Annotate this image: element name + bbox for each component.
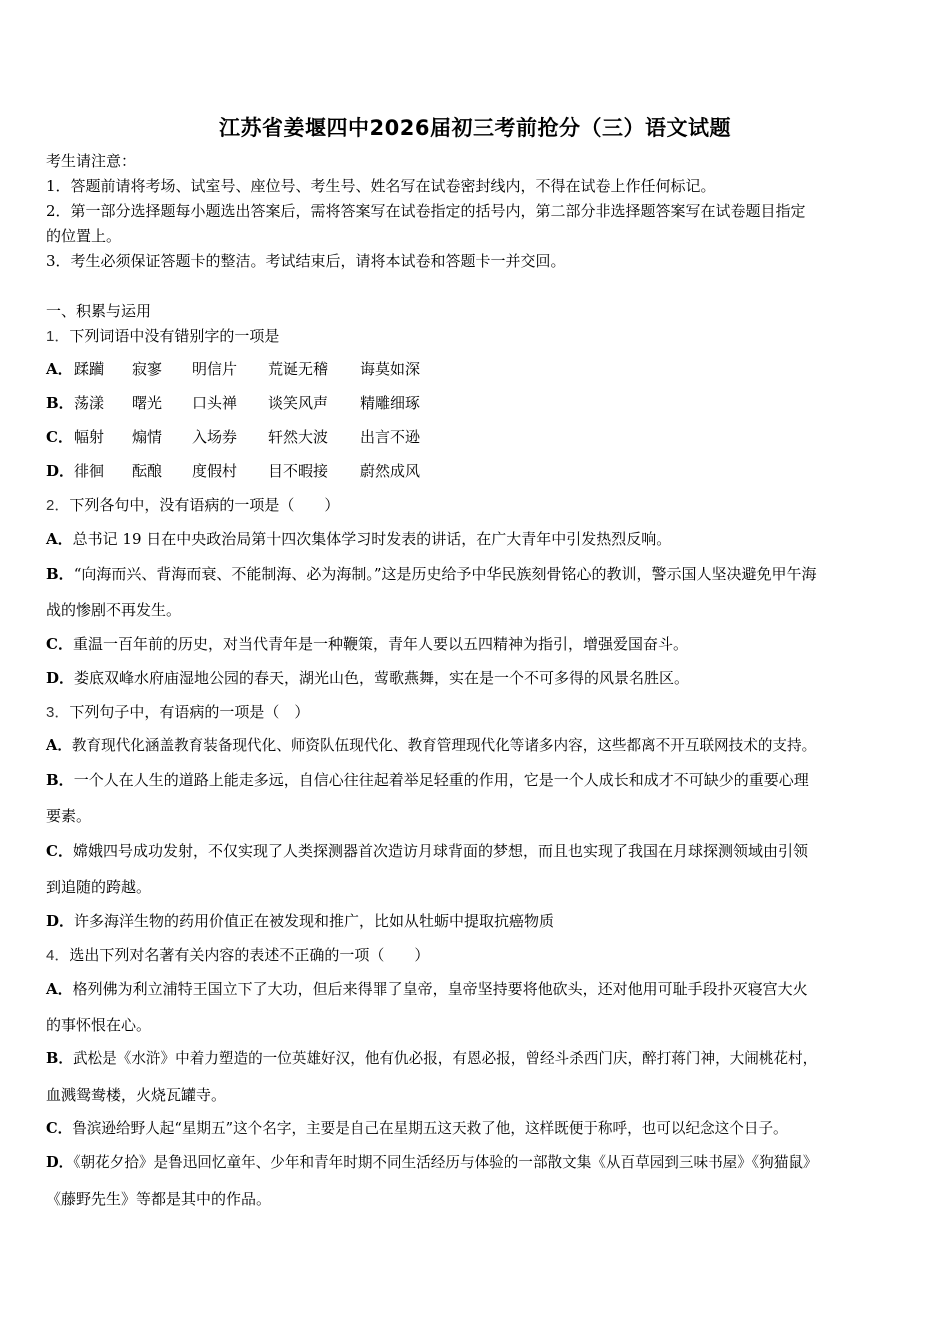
q3-option-d: D．许多海洋生物的药用价值正在被发现和推广，比如从牡蛎中提取抗癌物质	[46, 912, 555, 930]
option-label: A．	[46, 980, 73, 998]
question-2-stem	[46, 495, 339, 516]
option-word: 入场券	[192, 428, 238, 446]
q4-option-a: A．格列佛为利立浦特王国立下了大功，但后来得罪了皇帝，皇帝坚持要将他砍头，还对他用可耻手段扑灭寝宫大火	[46, 980, 808, 998]
option-word: 明信片	[192, 360, 238, 378]
q4-option-d: D．《朝花夕拾》是鲁迅回忆童年、少年和青年时期不同生活经历与体验的一部散文集《从百草园到三味书屋》《狗猫鼠》	[46, 1154, 818, 1171]
option-word: 徘徊	[74, 462, 105, 480]
q3-option-b: B．一个人在人生的道路上能走多远，自信心往往起着举足轻重的作用，它是一个人成长和成才不可缺少的重要心理	[46, 771, 809, 789]
page-title: 江苏省姜堰四中2026届初三考前抢分（三）语文试题	[219, 116, 731, 140]
option-label: C．	[46, 635, 73, 653]
q2-option-c: C．重温一百年前的历史，对当代青年是一种鞭策，青年人要以五四精神为指引，增强爱国奋斗。	[46, 635, 688, 653]
q3-option-b-cont: 要素。	[46, 807, 92, 825]
option-label: B．	[46, 394, 74, 412]
option-label: D．	[46, 912, 75, 930]
option-word: 寂寥	[132, 360, 163, 378]
question-3-stem	[46, 702, 309, 723]
option-label: B．	[46, 1050, 73, 1067]
option-label: B．	[46, 565, 74, 583]
question-text: 下列各句中，没有语病的一项是（ ）	[69, 496, 340, 514]
question-text: 下列词语中没有错别字的一项是	[69, 327, 280, 345]
q2-option-b-cont: 战的惨剧不再发生。	[46, 601, 182, 619]
option-word: 度假村	[192, 462, 238, 480]
option-label: A．	[46, 737, 72, 754]
option-label: D．	[46, 462, 75, 480]
q1-option-b	[46, 393, 420, 413]
option-label: D．	[46, 669, 75, 687]
notice-item: 3．考生必须保证答题卡的整洁。考试结束后，请将本试卷和答题卡一并交回。	[46, 252, 566, 270]
notice-heading: 考生请注意：	[46, 152, 137, 170]
option-word: 曙光	[132, 394, 163, 412]
q4-option-b-cont: 血溅鸳鸯楼，火烧瓦罐寺。	[46, 1086, 227, 1104]
question-1-stem	[46, 326, 279, 347]
option-label: C．	[46, 1120, 73, 1137]
option-word: 轩然大波	[268, 428, 329, 446]
option-word: 谈笑风声	[268, 394, 329, 412]
option-word: 蹂躏	[74, 360, 105, 378]
q2-option-d: D．娄底双峰水府庙湿地公园的春天，湖光山色，莺歌燕舞，实在是一个不可多得的风景名胜区。	[46, 669, 690, 687]
q1-option-a	[46, 359, 420, 379]
q4-option-d-cont: 《藤野先生》等都是其中的作品。	[46, 1190, 272, 1208]
option-word: 诲莫如深	[360, 360, 421, 378]
question-4-stem	[46, 945, 429, 966]
option-word: 煽情	[132, 428, 163, 446]
q4-option-a-cont: 的事怀恨在心。	[46, 1016, 152, 1034]
question-number: 4．	[46, 947, 70, 964]
option-word: 精雕细琢	[360, 394, 421, 412]
option-label: A．	[46, 530, 73, 548]
question-text: 选出下列对名著有关内容的表述不正确的一项（ ）	[69, 946, 430, 964]
q4-option-c: C．鲁滨逊给野人起“星期五”这个名字，主要是自己在星期五这天救了他，这样既便于称呼，也可以纪念这个日子。	[46, 1120, 788, 1137]
option-word: 幅射	[74, 428, 105, 446]
option-label: A．	[46, 360, 73, 378]
q1-option-d	[46, 461, 420, 481]
q1-option-c	[46, 427, 420, 447]
q2-option-a: A．总书记 19 日在中央政治局第十四次集体学习时发表的讲话，在广大青年中引发热烈反响。	[46, 530, 672, 548]
option-label: B．	[46, 771, 74, 789]
option-label: C．	[46, 428, 73, 446]
notice-item: 2．第一部分选择题每小题选出答案后，需将答案写在试卷指定的括号内，第二部分非选择题答案写在试卷题目指定	[46, 202, 806, 220]
option-word: 出言不逊	[360, 428, 421, 446]
option-label: C．	[46, 842, 73, 860]
option-word: 蔚然成风	[360, 462, 421, 480]
q4-option-b: B．武松是《水浒》中着力塑造的一位英雄好汉，他有仇必报，有恩必报，曾经斗杀西门庆，醉打蒋门神，大闹桃花村，	[46, 1050, 818, 1067]
notice-item: 的位置上。	[46, 227, 122, 245]
question-text: 下列句子中，有语病的一项是（ ）	[69, 703, 310, 721]
q2-option-b: B．“向海而兴、背海而衰、不能制海、必为海制。”这是历史给予中华民族刻骨铭心的教训，警示国人坚决避免甲午海	[46, 565, 817, 583]
question-number: 2．	[46, 497, 70, 514]
question-number: 1．	[46, 328, 70, 345]
option-label: D．	[46, 1154, 74, 1171]
q3-option-a: A．教育现代化涵盖教育装备现代化、师资队伍现代化、教育管理现代化等诸多内容，这些都离不开互联网技术的支持。	[46, 737, 817, 754]
q3-option-c: C．嫦娥四号成功发射，不仅实现了人类探测器首次造访月球背面的梦想，而且也实现了我国在月球探测领域由引领	[46, 842, 808, 860]
option-word: 口头禅	[192, 394, 238, 412]
option-word: 目不暇接	[268, 462, 329, 480]
option-word: 荡漾	[74, 394, 105, 412]
q3-option-c-cont: 到追随的跨越。	[46, 878, 152, 896]
option-word: 酝酿	[132, 462, 163, 480]
notice-item: 1．答题前请将考场、试室号、座位号、考生号、姓名写在试卷密封线内，不得在试卷上作任何标记。	[46, 177, 716, 195]
question-number: 3．	[46, 704, 70, 721]
section-heading: 一、积累与运用	[46, 302, 152, 320]
option-word: 荒诞无稽	[268, 360, 329, 378]
